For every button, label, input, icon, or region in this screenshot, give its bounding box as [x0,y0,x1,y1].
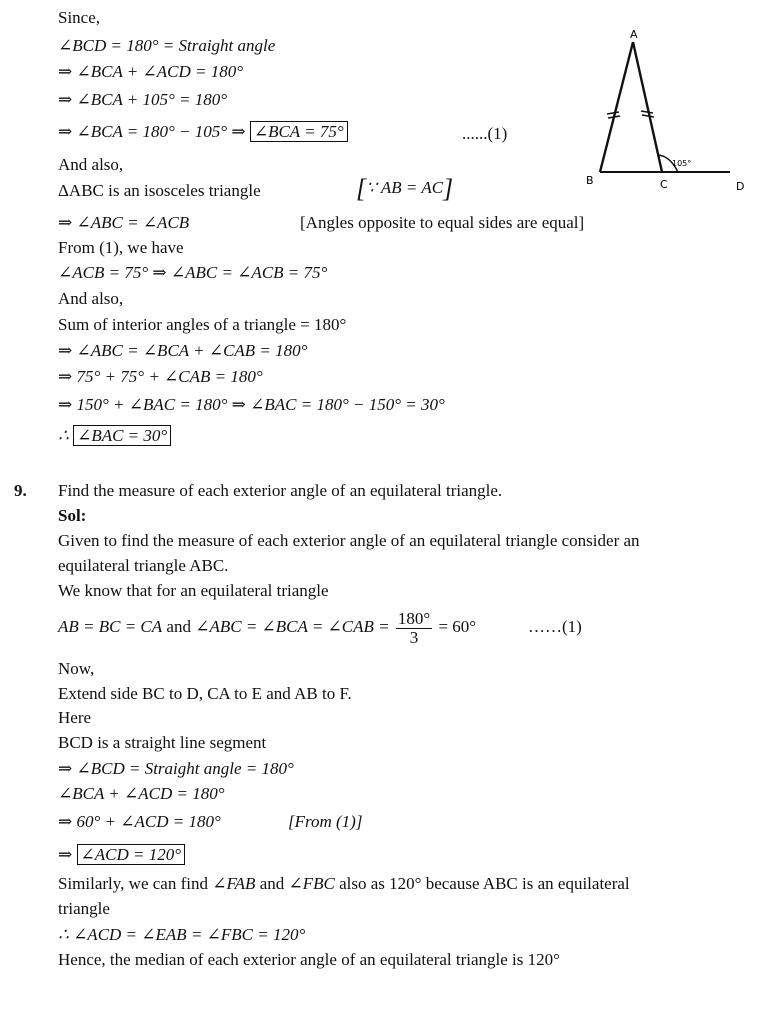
tick-ab-1 [607,112,619,114]
eq-bcd-180: ⇒ ∠BCD = Straight angle = 180° [58,759,294,778]
eq-angles-equal: ∠ABC = ∠BCA = ∠CAB = [195,617,390,636]
text-sum-interior: Sum of interior angles of a triangle = 180° [58,315,347,334]
para-given-1: Given to find the measure of each exterior angle of an equilateral triangle consider an [58,531,640,550]
text-triangle: triangle [58,899,110,918]
eq-bac-result [58,426,171,446]
tick-ac-1 [641,111,653,113]
eq-60-acd: ⇒ 60° + ∠ACD = 180° [58,812,221,831]
reason-ab-ac-text: ∵ AB = AC [366,178,444,197]
eq-ref-1b: ……(1) [528,617,582,636]
text-bcd-line: BCD is a straight line segment [58,733,267,752]
isosceles-triangle-figure [580,22,750,197]
similarly-and: and [259,874,285,893]
tick-ac-2 [642,115,654,117]
label-d: D [736,180,745,193]
question-text: Find the measure of each exterior angle of an equilateral triangle. [58,481,503,500]
eq-equilateral-angles [58,609,476,647]
boxed-acd-120: ∠ACD = 120° [77,844,186,865]
text-similarly [58,874,630,894]
eq-bca-acd: ⇒ ∠BCA + ∠ACD = 180° [58,62,244,81]
eq-and-word: and [166,617,191,636]
eq-bca-acd-180: ∠BCA + ∠ACD = 180° [58,784,225,803]
reason-from-1: [From (1)] [288,812,363,831]
eq-sum-1: ⇒ ∠ABC = ∠BCA + ∠CAB = 180° [58,341,308,360]
label-b: B [586,174,594,187]
text-now: Now, [58,659,95,678]
text-from-1: From (1), we have [58,238,184,257]
question-number: 9. [14,481,27,500]
eq-bcd-straight: ∠BCD = 180° = Straight angle [58,36,276,55]
sol-heading: Sol: [58,506,87,525]
eq-bac-calc: ⇒ 150° + ∠BAC = 180° ⇒ ∠BAC = 180° − 150° = 30° [58,395,445,414]
reason-opposite-angles: [Angles opposite to equal sides are equal] [300,213,585,232]
side-ac [633,42,662,172]
similarly-lead: Similarly, we can find [58,874,208,893]
eq-bca-result [58,122,348,142]
side-ab [600,42,633,172]
boxed-bca-75: ∠BCA = 75° [250,121,348,142]
eq-acd-result [58,845,185,865]
boxed-bac-30: ∠BAC = 30° [73,425,171,446]
eq-abc-acb: ⇒ ∠ABC = ∠ACB [58,213,190,232]
text-since: Since, [58,8,101,27]
eq-ref-1: ......(1) [462,124,508,143]
para-given-2: equilateral triangle ABC. [58,556,229,575]
text-and-also-2: And also, [58,289,124,308]
eq-bca-105: ⇒ ∠BCA + 105° = 180° [58,90,228,109]
implies-symbol: ⇒ [58,845,73,864]
eq-sum-2: ⇒ 75° + 75° + ∠CAB = 180° [58,367,263,386]
label-a: A [630,28,638,41]
eq-60: = 60° [438,617,477,636]
para-we-know: We know that for an equilateral triangle [58,581,329,600]
therefore-symbol: ∴ [58,426,69,445]
fraction-denominator: 3 [409,627,419,647]
angle-fab: ∠FAB [212,874,256,893]
eq-acb-75: ∠ACB = 75° ⇒ ∠ABC = ∠ACB = 75° [58,263,328,282]
text-isosceles: ΔABC is an isosceles triangle [58,181,261,200]
fraction-180-3 [396,610,432,647]
eq-all-120: ∴ ∠ACD = ∠EAB = ∠FBC = 120° [58,925,306,944]
fraction-numerator: 180° [397,608,431,628]
tick-ab-2 [608,116,620,118]
similarly-tail: also as 120° because ABC is an equilateral [339,874,630,893]
text-hence: Hence, the median of each exterior angle of an equilateral triangle is 120° [58,950,560,969]
angle-fbc: ∠FBC [288,874,335,893]
eq-bca-step: ⇒ ∠BCA = 180° − 105° ⇒ [58,122,246,141]
reason-ab-ac: [∵ AB = AC] [356,174,454,203]
angle-label-105: 105° [672,159,692,168]
text-here: Here [58,708,92,727]
text-and-also-1: And also, [58,155,124,174]
text-extend: Extend side BC to D, CA to E and AB to F. [58,684,352,703]
label-c: C [660,178,668,191]
eq-sides-equal: AB = BC = CA [58,617,163,636]
